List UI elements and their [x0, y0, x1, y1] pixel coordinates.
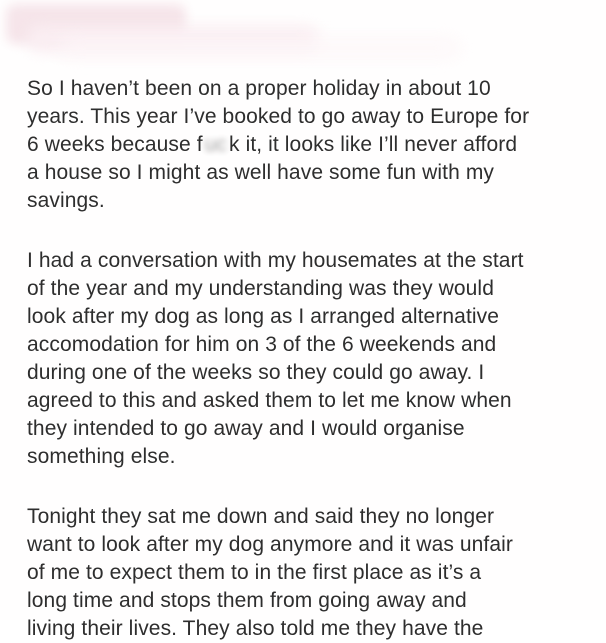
text-after-censor: k it, it looks like I’ll never afford [229, 133, 518, 156]
paragraph-line: agreed to this and asked them to let me know when [27, 389, 512, 412]
paragraph-line: something else. [27, 445, 176, 468]
paragraph-line: accomodation for him on 3 of the 6 weekends and [27, 333, 497, 356]
text-before-censor: 6 weeks because f [27, 133, 203, 156]
paragraph-line: years. This year I’ve booked to go away to Europe for [27, 105, 530, 128]
paragraph-line [27, 131, 582, 159]
paragraph-3 [27, 503, 582, 643]
paragraph-line: savings. [27, 189, 105, 212]
paragraph-1 [27, 75, 582, 215]
paragraph-line-partial: living their lives. They also told me they have the [27, 617, 484, 640]
paragraph-line: I had a conversation with my housemates at the start [27, 249, 524, 272]
paragraph-line: during one of the weeks so they could go away. I [27, 361, 485, 384]
paragraph-line: Tonight they sat me down and said they no longer [27, 505, 495, 528]
paragraph-2 [27, 247, 582, 471]
paragraph-line: long time and stops them from going away and [27, 589, 467, 612]
paragraph-line: want to look after my dog anymore and it was unfair [27, 533, 514, 556]
paragraph-line: look after my dog as long as I arranged alternative [27, 305, 500, 328]
paragraph-line: So I haven’t been on a proper holiday in about 10 [27, 77, 491, 100]
paragraph-line: of me to expect them to in the first place as it’s a [27, 561, 482, 584]
paragraph-line: a house so I might as well have some fun with my [27, 161, 495, 184]
censored-word: uc [204, 133, 228, 156]
paragraph-line: of the year and my understanding was they would [27, 277, 494, 300]
paragraph-line: they intended to go away and I would organise [27, 417, 465, 440]
